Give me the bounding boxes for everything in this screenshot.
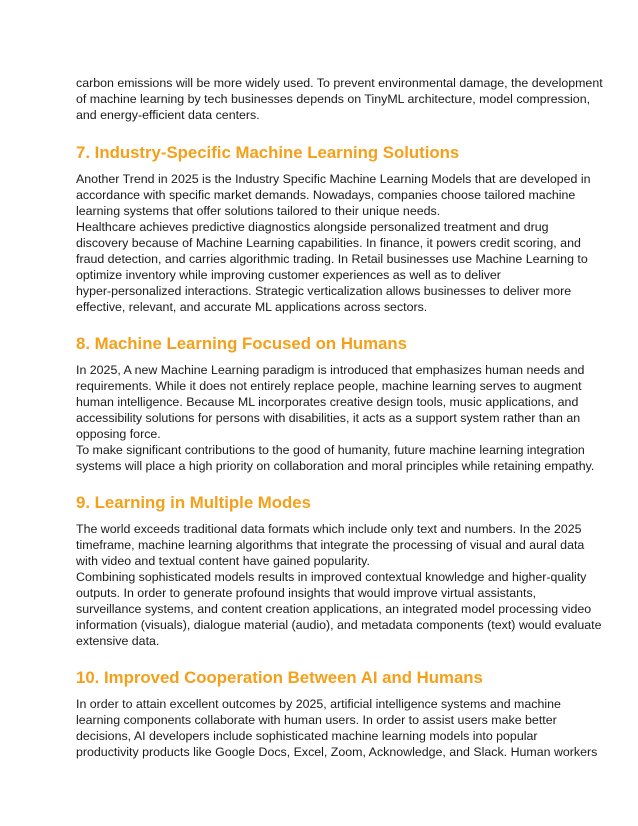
section-heading-10: 10. Improved Cooperation Between AI and Humans xyxy=(76,668,483,687)
text-line: To make significant contributions to the good of humanity, future machine learning integration xyxy=(76,443,585,457)
text-line: systems will place a high priority on collaboration and moral principles while retaining empathy. xyxy=(76,459,595,473)
text-line: information (visuals), dialogue material (audio), and metadata components (text) would evaluate xyxy=(76,618,602,632)
text-line: fraud detection, and carries algorithmic trading. In Retail businesses use Machine Learning to xyxy=(76,252,588,266)
text-line: with video and textual content have gained popularity. xyxy=(76,554,370,568)
text-line: decisions, AI developers include sophisticated machine learning models into popular xyxy=(76,729,538,743)
text-line: and energy-efficient data centers. xyxy=(76,108,260,122)
text-line: surveillance systems, and content creation applications, an integrated model processing video xyxy=(76,602,592,616)
intro-paragraph xyxy=(76,75,603,123)
text-line: carbon emissions will be more widely used. To prevent environmental damage, the development xyxy=(76,76,603,90)
text-line: human intelligence. Because ML incorporates creative design tools, music applications, and xyxy=(76,395,579,409)
section-9-paragraph xyxy=(76,521,602,649)
text-line: outputs. In order to generate profound insights that would improve virtual assistants, xyxy=(76,586,537,600)
text-line: The world exceeds traditional data formats which include only text and numbers. In the 2025 xyxy=(76,522,582,536)
text-line: discovery because of Machine Learning capabilities. In finance, it powers credit scoring, and xyxy=(76,236,581,250)
section-8-paragraph xyxy=(76,362,595,474)
section-heading-9: 9. Learning in Multiple Modes xyxy=(76,493,311,512)
section-7-paragraph xyxy=(76,171,591,315)
text-line: effective, relevant, and accurate ML applications across sectors. xyxy=(76,300,428,314)
section-10-paragraph xyxy=(76,696,598,760)
text-line: In 2025, A new Machine Learning paradigm is introduced that emphasizes human needs and xyxy=(76,363,585,377)
text-line: Healthcare achieves predictive diagnostics alongside personalized treatment and drug xyxy=(76,220,549,234)
section-heading-8: 8. Machine Learning Focused on Humans xyxy=(76,334,408,353)
text-line: timeframe, machine learning algorithms that integrate the processing of visual and aural data xyxy=(76,538,585,552)
document-page xyxy=(76,75,603,760)
text-line: hyper-personalized interactions. Strategic verticalization allows businesses to deliver more xyxy=(76,284,572,298)
text-line: accessibility solutions for persons with disabilities, it acts as a support system rather than an xyxy=(76,411,581,425)
text-line: optimize inventory while improving customer experiences as well as to deliver xyxy=(76,268,501,282)
text-line: extensive data. xyxy=(76,634,160,648)
text-line: opposing force. xyxy=(76,427,161,441)
text-line: learning systems that offer solutions tailored to their unique needs. xyxy=(76,204,441,218)
text-line: learning components collaborate with human users. In order to assist users make better xyxy=(76,713,557,727)
text-line: Combining sophisticated models results in improved contextual knowledge and higher-quality xyxy=(76,570,587,584)
text-line: of machine learning by tech businesses depends on TinyML architecture, model compression, xyxy=(76,92,591,106)
section-heading-7: 7. Industry-Specific Machine Learning Solutions xyxy=(76,143,460,162)
text-line: accordance with specific market demands. Nowadays, companies choose tailored machine xyxy=(76,188,576,202)
text-line: Another Trend in 2025 is the Industry Specific Machine Learning Models that are developed in xyxy=(76,172,591,186)
text-line: In order to attain excellent outcomes by 2025, artificial intelligence systems and machine xyxy=(76,697,561,711)
text-line: requirements. While it does not entirely replace people, machine learning serves to augment xyxy=(76,379,582,393)
text-line: productivity products like Google Docs, Excel, Zoom, Acknowledge, and Slack. Human workers xyxy=(76,745,598,759)
